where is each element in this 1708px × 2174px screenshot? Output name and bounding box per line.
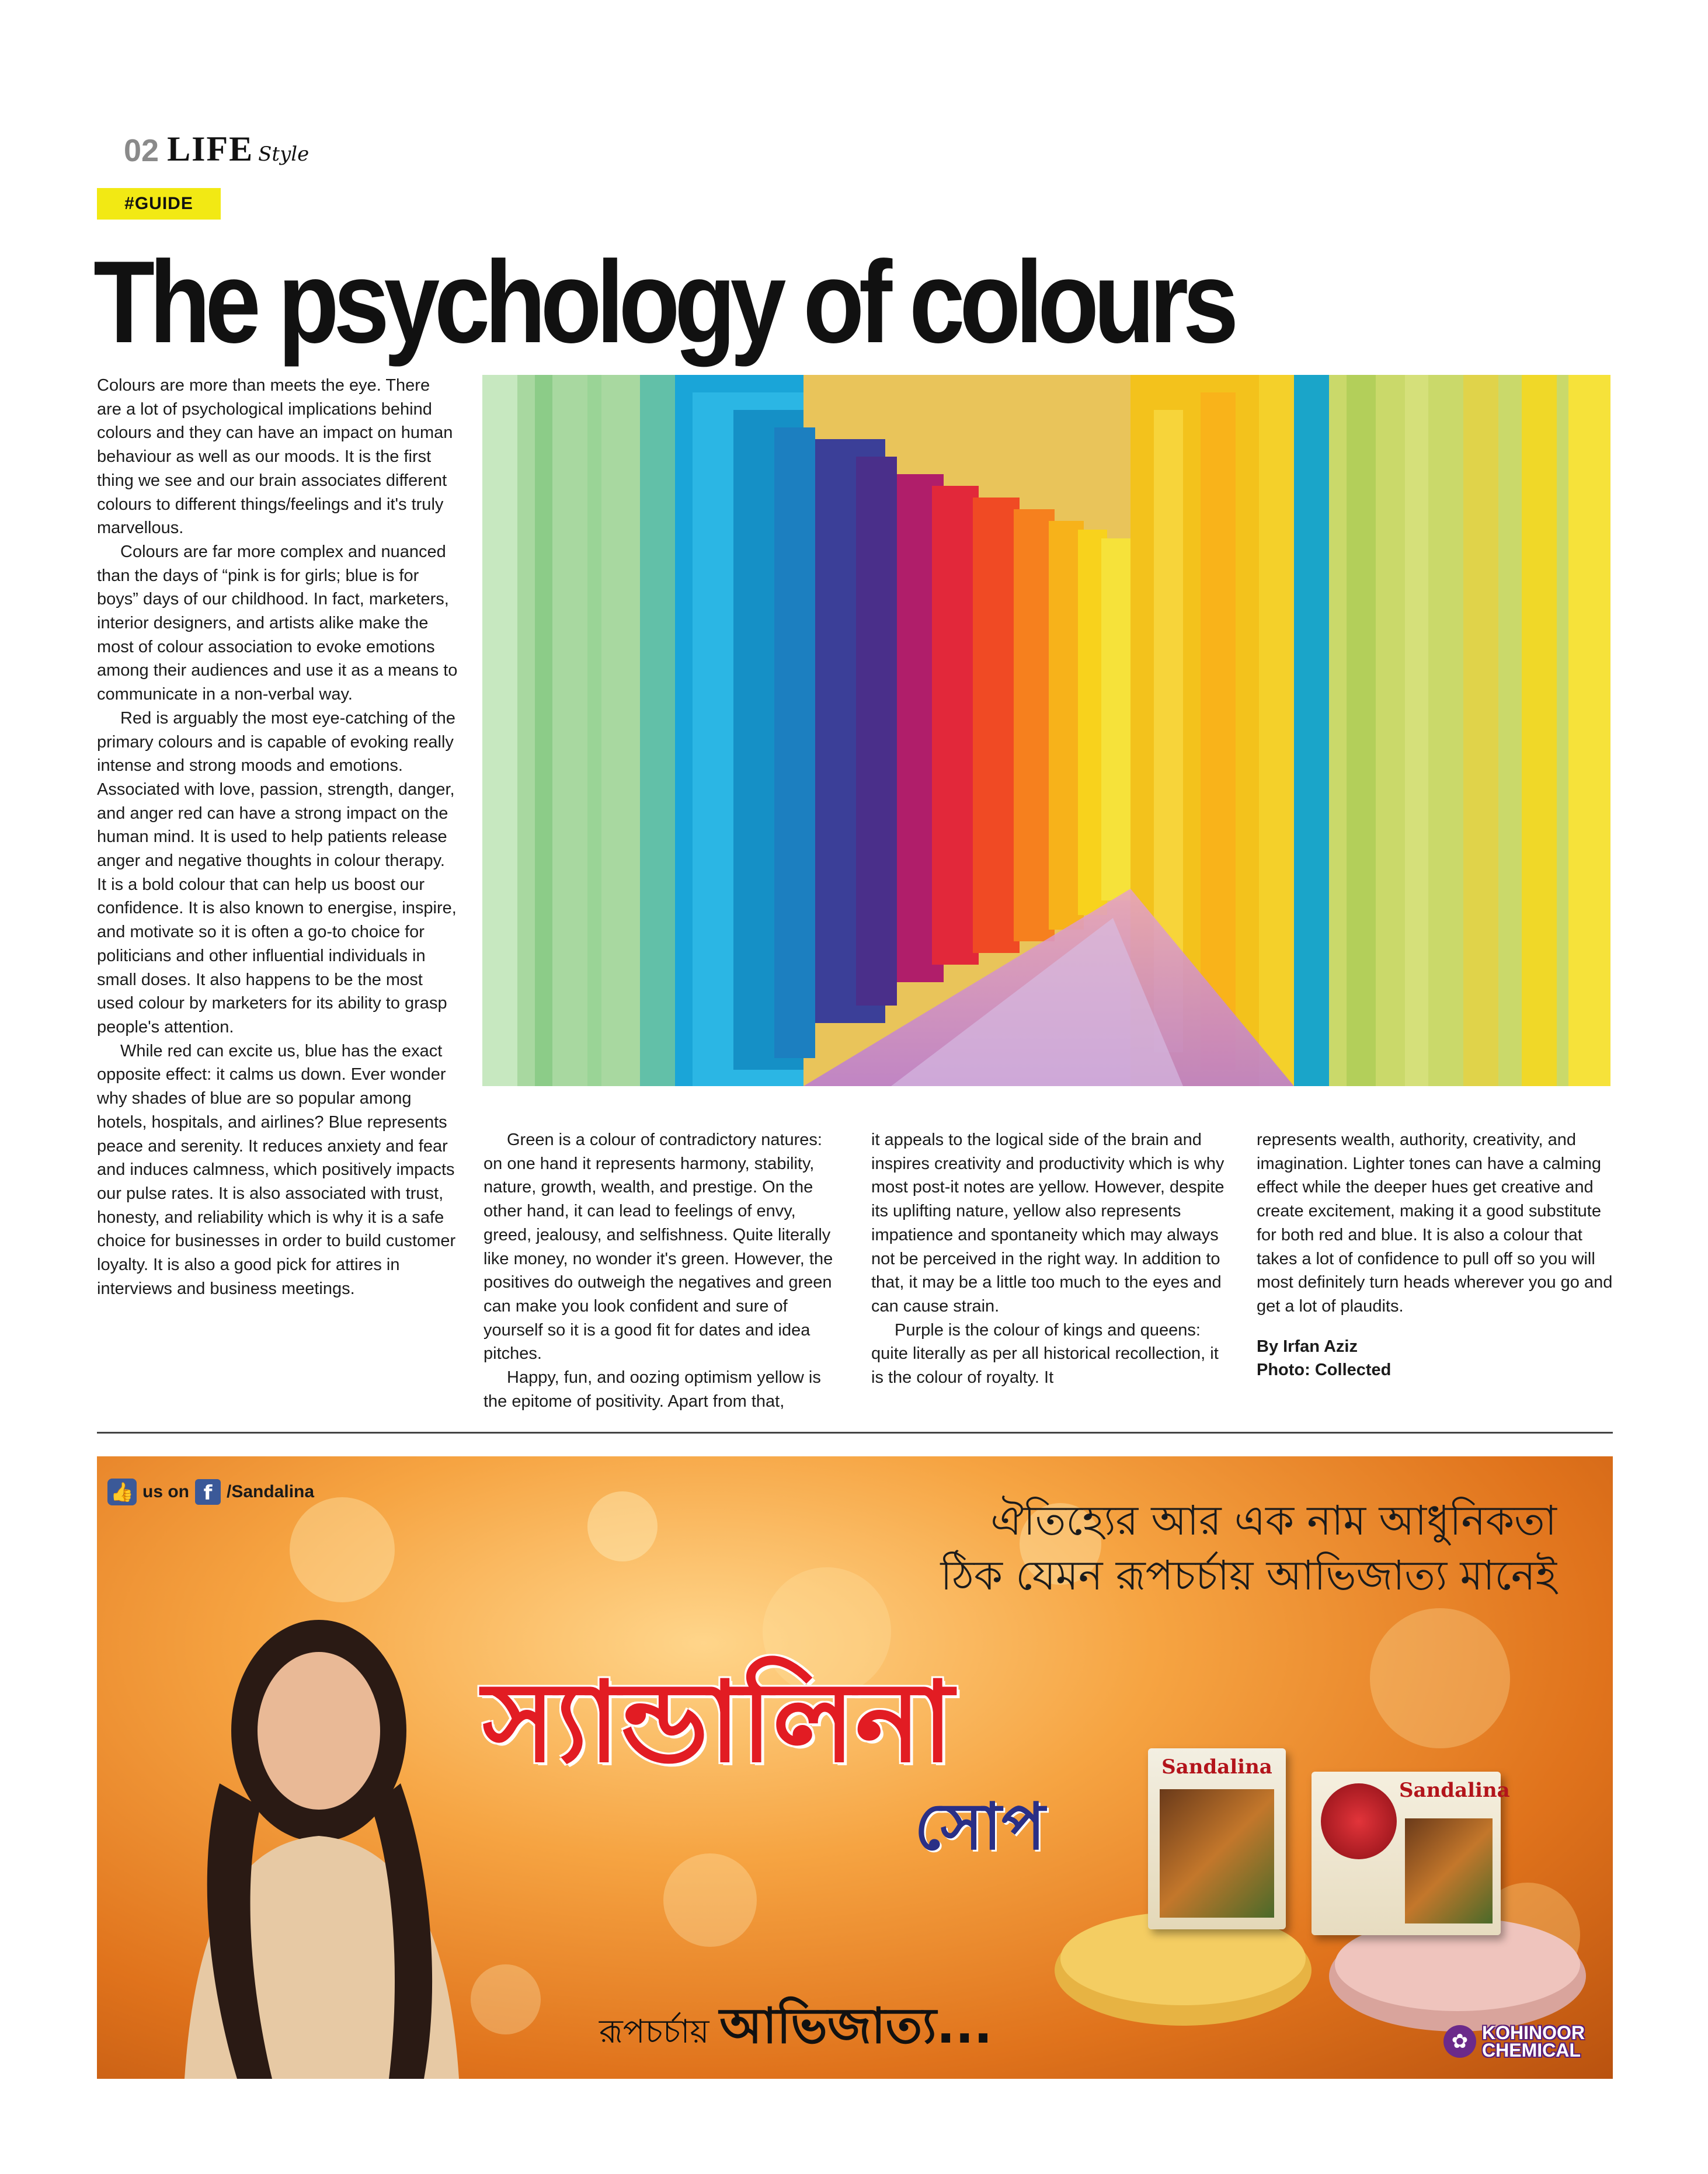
page-header [124,126,309,166]
rainbow-tunnel-image [482,375,1610,1086]
ad-brand-name: স্যান্ডালিনা [482,1658,954,1787]
section-logo: LIFE [167,130,254,168]
flower-icon: ✿ [1443,2025,1476,2058]
paragraph: Happy, fun, and oozing optimism yellow is the epitome of positivity. Apart from that, [483,1368,821,1411]
social-follow [107,1479,314,1505]
ad-tagline-1: ঐতিহ্যের আর এক নাম আধুনিকতা [990,1497,1557,1545]
soap-box-rose [1312,1772,1510,1935]
maker-line-2: CHEMICAL [1482,2040,1581,2061]
hero-photo [482,375,1610,1086]
article-column-4 [1257,1128,1613,1382]
paragraph: Colours are more than meets the eye. There are a lot of psychological implications behind colours and they can have an impact on human behaviour as well as our moods. It is the first thing we see and our brain associates different colours to different things/feelings and it's truly marvellous. [97,376,453,538]
maker-name [1482,2024,1585,2059]
facebook-handle: /Sandalina [227,1482,315,1501]
paragraph: Red is arguably the most eye-catching of the primary colours and is capable of evoking really intense and strong moods and emotions. Associated with love, passion, strength, danger, and anger red can have a strong impact on the human mind. It is used to help patients release anger and negative thoughts in colour therapy. It is a bold colour that can help us boost our confidence. It is also known to energise, inspire, and motivate so it is often a go-to choice for politicians and other influential individuals in small doses. It also happens to be the most used colour by marketers for its ability to grasp people's attention. [97,708,457,1036]
photo-credit: Photo: Collected [1257,1361,1392,1380]
headline: The psychology of colours [93,237,1233,367]
like-text: us on [142,1482,189,1501]
paragraph: it appeals to the logical side of the brain and inspires creativity and productivity which is why most post-it notes are yellow. However, despite its uplifting nature, yellow also represents impatience and spontaneity which may always not be perceived in the right way. In addition to that, it may be a little too much to the eyes and can cause strain. [871,1131,1225,1316]
box-artwork [1160,1789,1274,1918]
paragraph: Colours are far more complex and nuanced than the days of “pink is for girls; blue is for boys” days of our childhood. In fact, marketers, interior designers, and artists alike make the most of colour association to evoke emotions among their audiences and use it as a means to communicate in a non-verbal way. [97,542,458,704]
box-label: Sandalina [1161,1755,1272,1779]
section-logo-script: Style [258,142,309,166]
ad-tagline-2: ঠিক যেমন রূপচর্চায় আভিজাত্য মানেই [940,1552,1557,1599]
sandalina-advert [97,1456,1613,2079]
paragraph: Purple is the colour of kings and queens: quite literally as per all historical recollection, it is the colour of royalty. It [871,1320,1219,1387]
paragraph: represents wealth, authority, creativity, and imagination. Lighter tones can have a calming effect while the deeper hues get creative and create excitement, making it a good substitute for both red and blue. It is also a colour that takes a lot of confidence to pull off so you will most definitely turn heads wherever you go and get a lot of plaudits. [1257,1131,1613,1316]
like-icon: 👍 [107,1479,137,1505]
article-column-2 [483,1128,840,1413]
maker-logo [1443,2024,1585,2059]
rose-icon [1321,1783,1397,1859]
box-artwork [1405,1818,1493,1923]
box-label: Sandalina [1399,1779,1510,1802]
soap-box-sandal [1148,1748,1286,1929]
slogan-big: আভিজাত্য... [719,1997,993,2054]
ad-product-name: সোপ [914,1789,1045,1864]
article-column-1 [97,374,459,1300]
article-column-3 [871,1128,1233,1390]
facebook-icon: f [195,1479,221,1505]
byline: By Irfan Aziz [1257,1337,1358,1356]
page-number: 02 [124,133,159,168]
section-tag: #GUIDE [97,188,221,220]
divider [97,1432,1613,1434]
paragraph: Green is a colour of contradictory natures: on one hand it represents harmony, stability, nature, growth, wealth, and prestige. On the other hand, it can lead to feelings of envy, greed, jealousy, and selfishness. Quite literally like money, no wonder it's green. However, the positives do outweigh the negatives and green can make you look confident and sure of yourself so it is a good fit for dates and idea pitches. [483,1131,833,1363]
paragraph: While red can excite us, blue has the exact opposite effect: it calms us down. Ever wonder why shades of blue are so popular among hotels, hospitals, and airlines? Blue represents peace and serenity. It reduces anxiety and fear and induces calmness, which positively impacts our pulse rates. It is also associated with trust, honesty, and reliability which is why it is a safe choice for businesses in order to build customer loyalty. It is also a good pick for attires in interviews and business meetings. [97,1041,456,1298]
maker-line-1: KOHINOOR [1482,2022,1585,2043]
slogan-small: রূপচর্চায় [599,2013,709,2051]
ad-slogan [599,1988,993,2070]
